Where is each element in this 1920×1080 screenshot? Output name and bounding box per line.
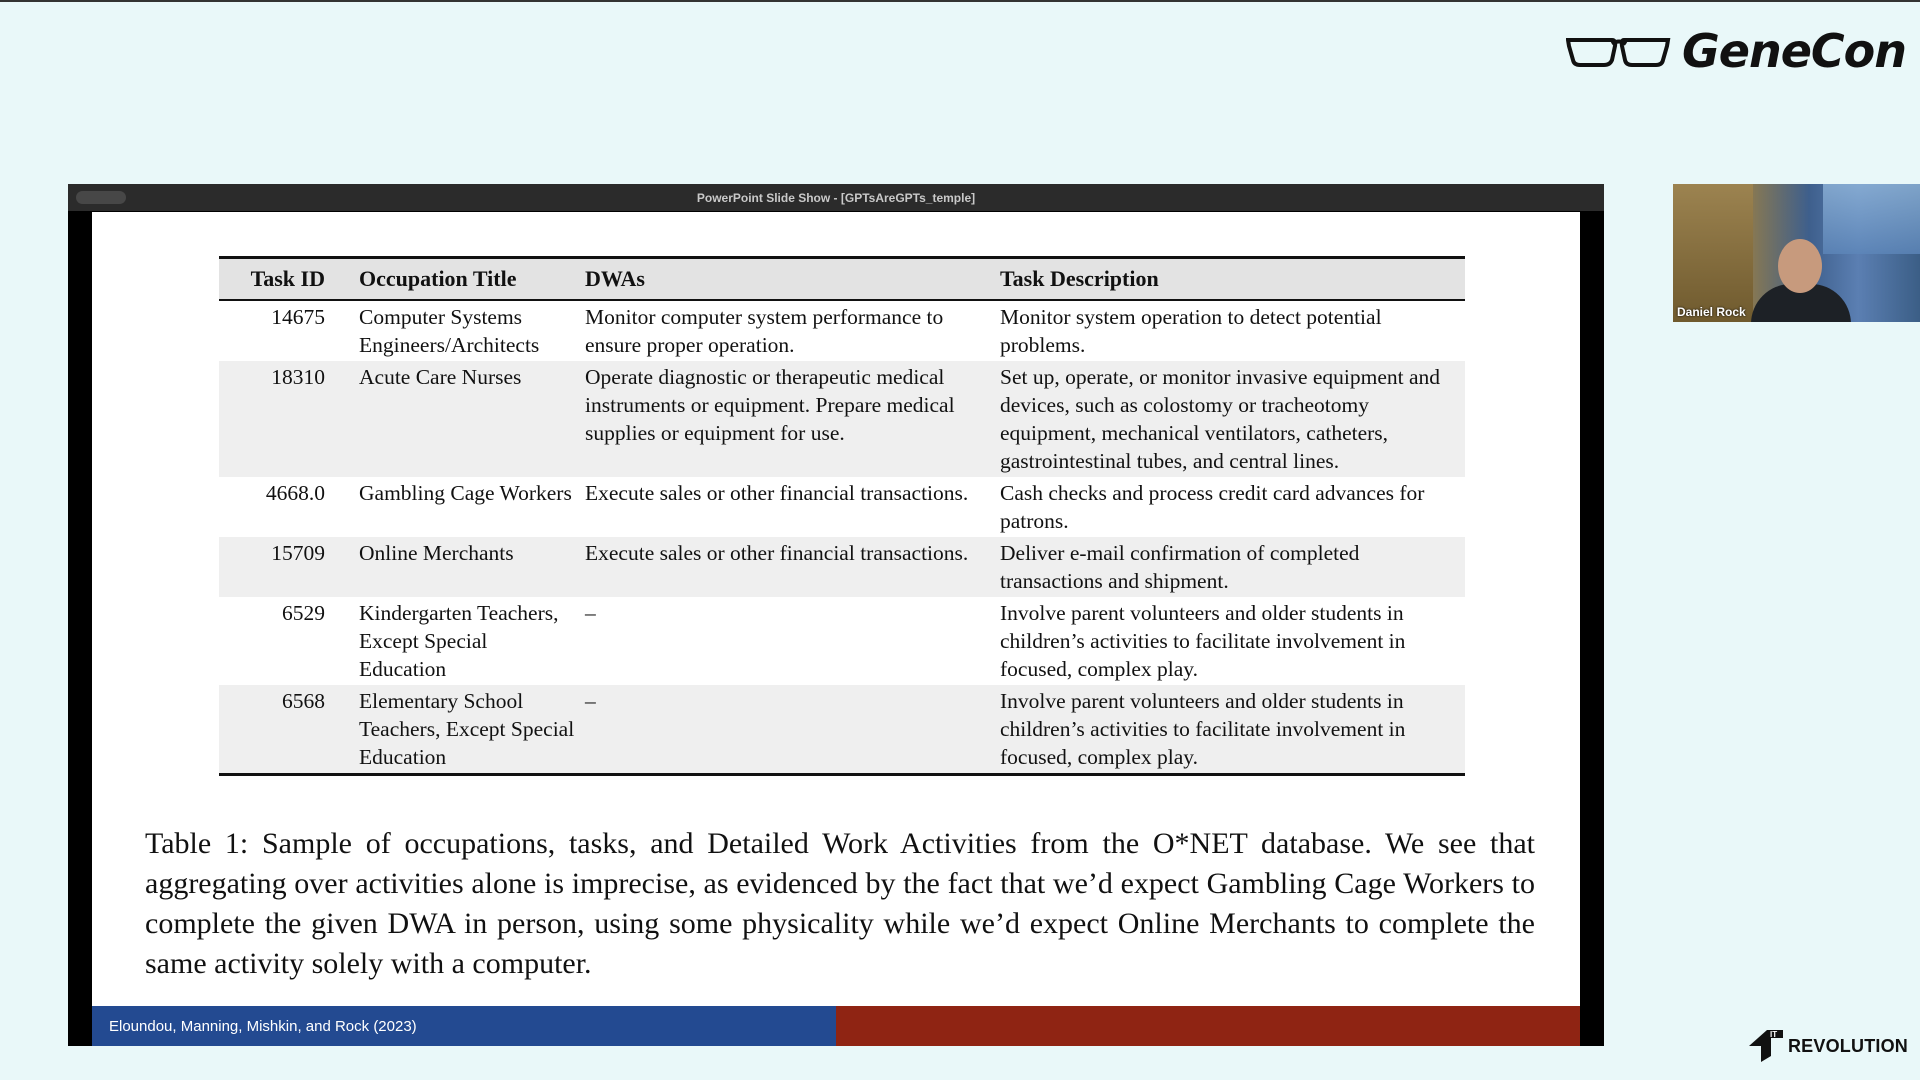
header-occupation: Occupation Title xyxy=(359,266,517,291)
speaker-name: Daniel Rock xyxy=(1677,305,1746,319)
cell-task: Deliver e-mail confirmation of completed transactions and shipment. xyxy=(1000,541,1360,593)
top-border xyxy=(0,0,1920,2)
it-revolution-text: REVOLUTION xyxy=(1787,1035,1908,1056)
webcam-window xyxy=(1823,184,1920,254)
cell-task-id: 18310 xyxy=(271,365,325,389)
table-header-row xyxy=(219,258,1465,301)
it-revolution-logo xyxy=(1747,1028,1908,1064)
cell-task-id: 6529 xyxy=(282,601,325,625)
table-row xyxy=(219,477,1465,537)
cell-occupation: Elementary School Teachers, Except Special Education xyxy=(359,689,575,769)
footer-accent-band xyxy=(836,1006,1580,1046)
cell-task: Involve parent volunteers and older students in children’s activities to facilitate involvement in focused, complex play. xyxy=(1000,689,1406,769)
onet-table xyxy=(219,256,1465,776)
cell-occupation: Online Merchants xyxy=(359,541,514,565)
cell-task-id: 6568 xyxy=(282,689,325,713)
it-revolution-icon xyxy=(1747,1028,1785,1064)
cell-task-id: 4668.0 xyxy=(265,481,325,505)
slide-footer xyxy=(92,1006,1580,1046)
header-task-id: Task ID xyxy=(250,266,325,291)
glasses-icon xyxy=(1566,34,1672,68)
cell-task-id: 14675 xyxy=(271,305,325,329)
table-row xyxy=(219,537,1465,597)
cell-occupation: Computer Systems Engineers/Architects xyxy=(359,305,540,357)
header-task-description: Task Description xyxy=(1000,266,1159,291)
slide[interactable] xyxy=(92,212,1580,1046)
table-row xyxy=(219,300,1465,361)
speaker-head xyxy=(1778,239,1822,293)
cell-dwa: Execute sales or other financial transactions. xyxy=(585,541,969,565)
table-row xyxy=(219,685,1465,775)
cell-task: Cash checks and process credit card advances for patrons. xyxy=(1000,481,1425,533)
cell-dwa: – xyxy=(585,601,596,625)
cell-dwa: – xyxy=(585,689,596,713)
cell-dwa: Execute sales or other financial transactions. xyxy=(585,481,969,505)
speaker-webcam[interactable] xyxy=(1673,184,1920,322)
header-dwas: DWAs xyxy=(585,266,645,291)
slideshow-window xyxy=(68,184,1604,1046)
cell-task: Set up, operate, or monitor invasive equipment and devices, such as colostomy or tracheotomy equipment, mechanical ventilators, catheters, gastrointestinal tubes, and central lines. xyxy=(1000,365,1441,473)
footer-citation-band xyxy=(92,1006,836,1046)
brand-name: GeneCon xyxy=(1681,24,1906,78)
cell-occupation: Kindergarten Teachers, Except Special Education xyxy=(359,601,559,681)
cell-occupation: Gambling Cage Workers xyxy=(359,481,572,505)
webcam-background xyxy=(1673,184,1753,322)
table-row xyxy=(219,361,1465,477)
window-controls[interactable] xyxy=(76,191,126,204)
window-titlebar[interactable] xyxy=(68,184,1604,211)
footer-citation: Eloundou, Manning, Mishkin, and Rock (2023) xyxy=(109,1017,417,1035)
it-prefix: IT xyxy=(1769,1030,1778,1039)
cell-dwa: Operate diagnostic or therapeutic medical instruments or equipment. Prepare medical supplies or equipment for use. xyxy=(585,365,955,445)
cell-task: Involve parent volunteers and older students in children’s activities to facilitate involvement in focused, complex play. xyxy=(1000,601,1406,681)
cell-occupation: Acute Care Nurses xyxy=(359,365,522,389)
cell-task: Monitor system operation to detect potential problems. xyxy=(1000,305,1382,357)
table-caption: Table 1: Sample of occupations, tasks, and Detailed Work Activities from the O*NET database. We see that aggregating over activities alone is imprecise, as evidenced by the fact that we’d expect Gambling Cage Workers to complete the given DWA in person, using some physicality while we’d expect Online Merchants to complete the same activity solely with a computer. xyxy=(145,827,1535,980)
table-row xyxy=(219,597,1465,685)
window-title: PowerPoint Slide Show - [GPTsAreGPTs_temple] xyxy=(696,190,976,205)
cell-dwa: Monitor computer system performance to ensure proper operation. xyxy=(585,305,944,357)
genecon-logo xyxy=(1566,24,1906,78)
cell-task-id: 15709 xyxy=(271,541,325,565)
